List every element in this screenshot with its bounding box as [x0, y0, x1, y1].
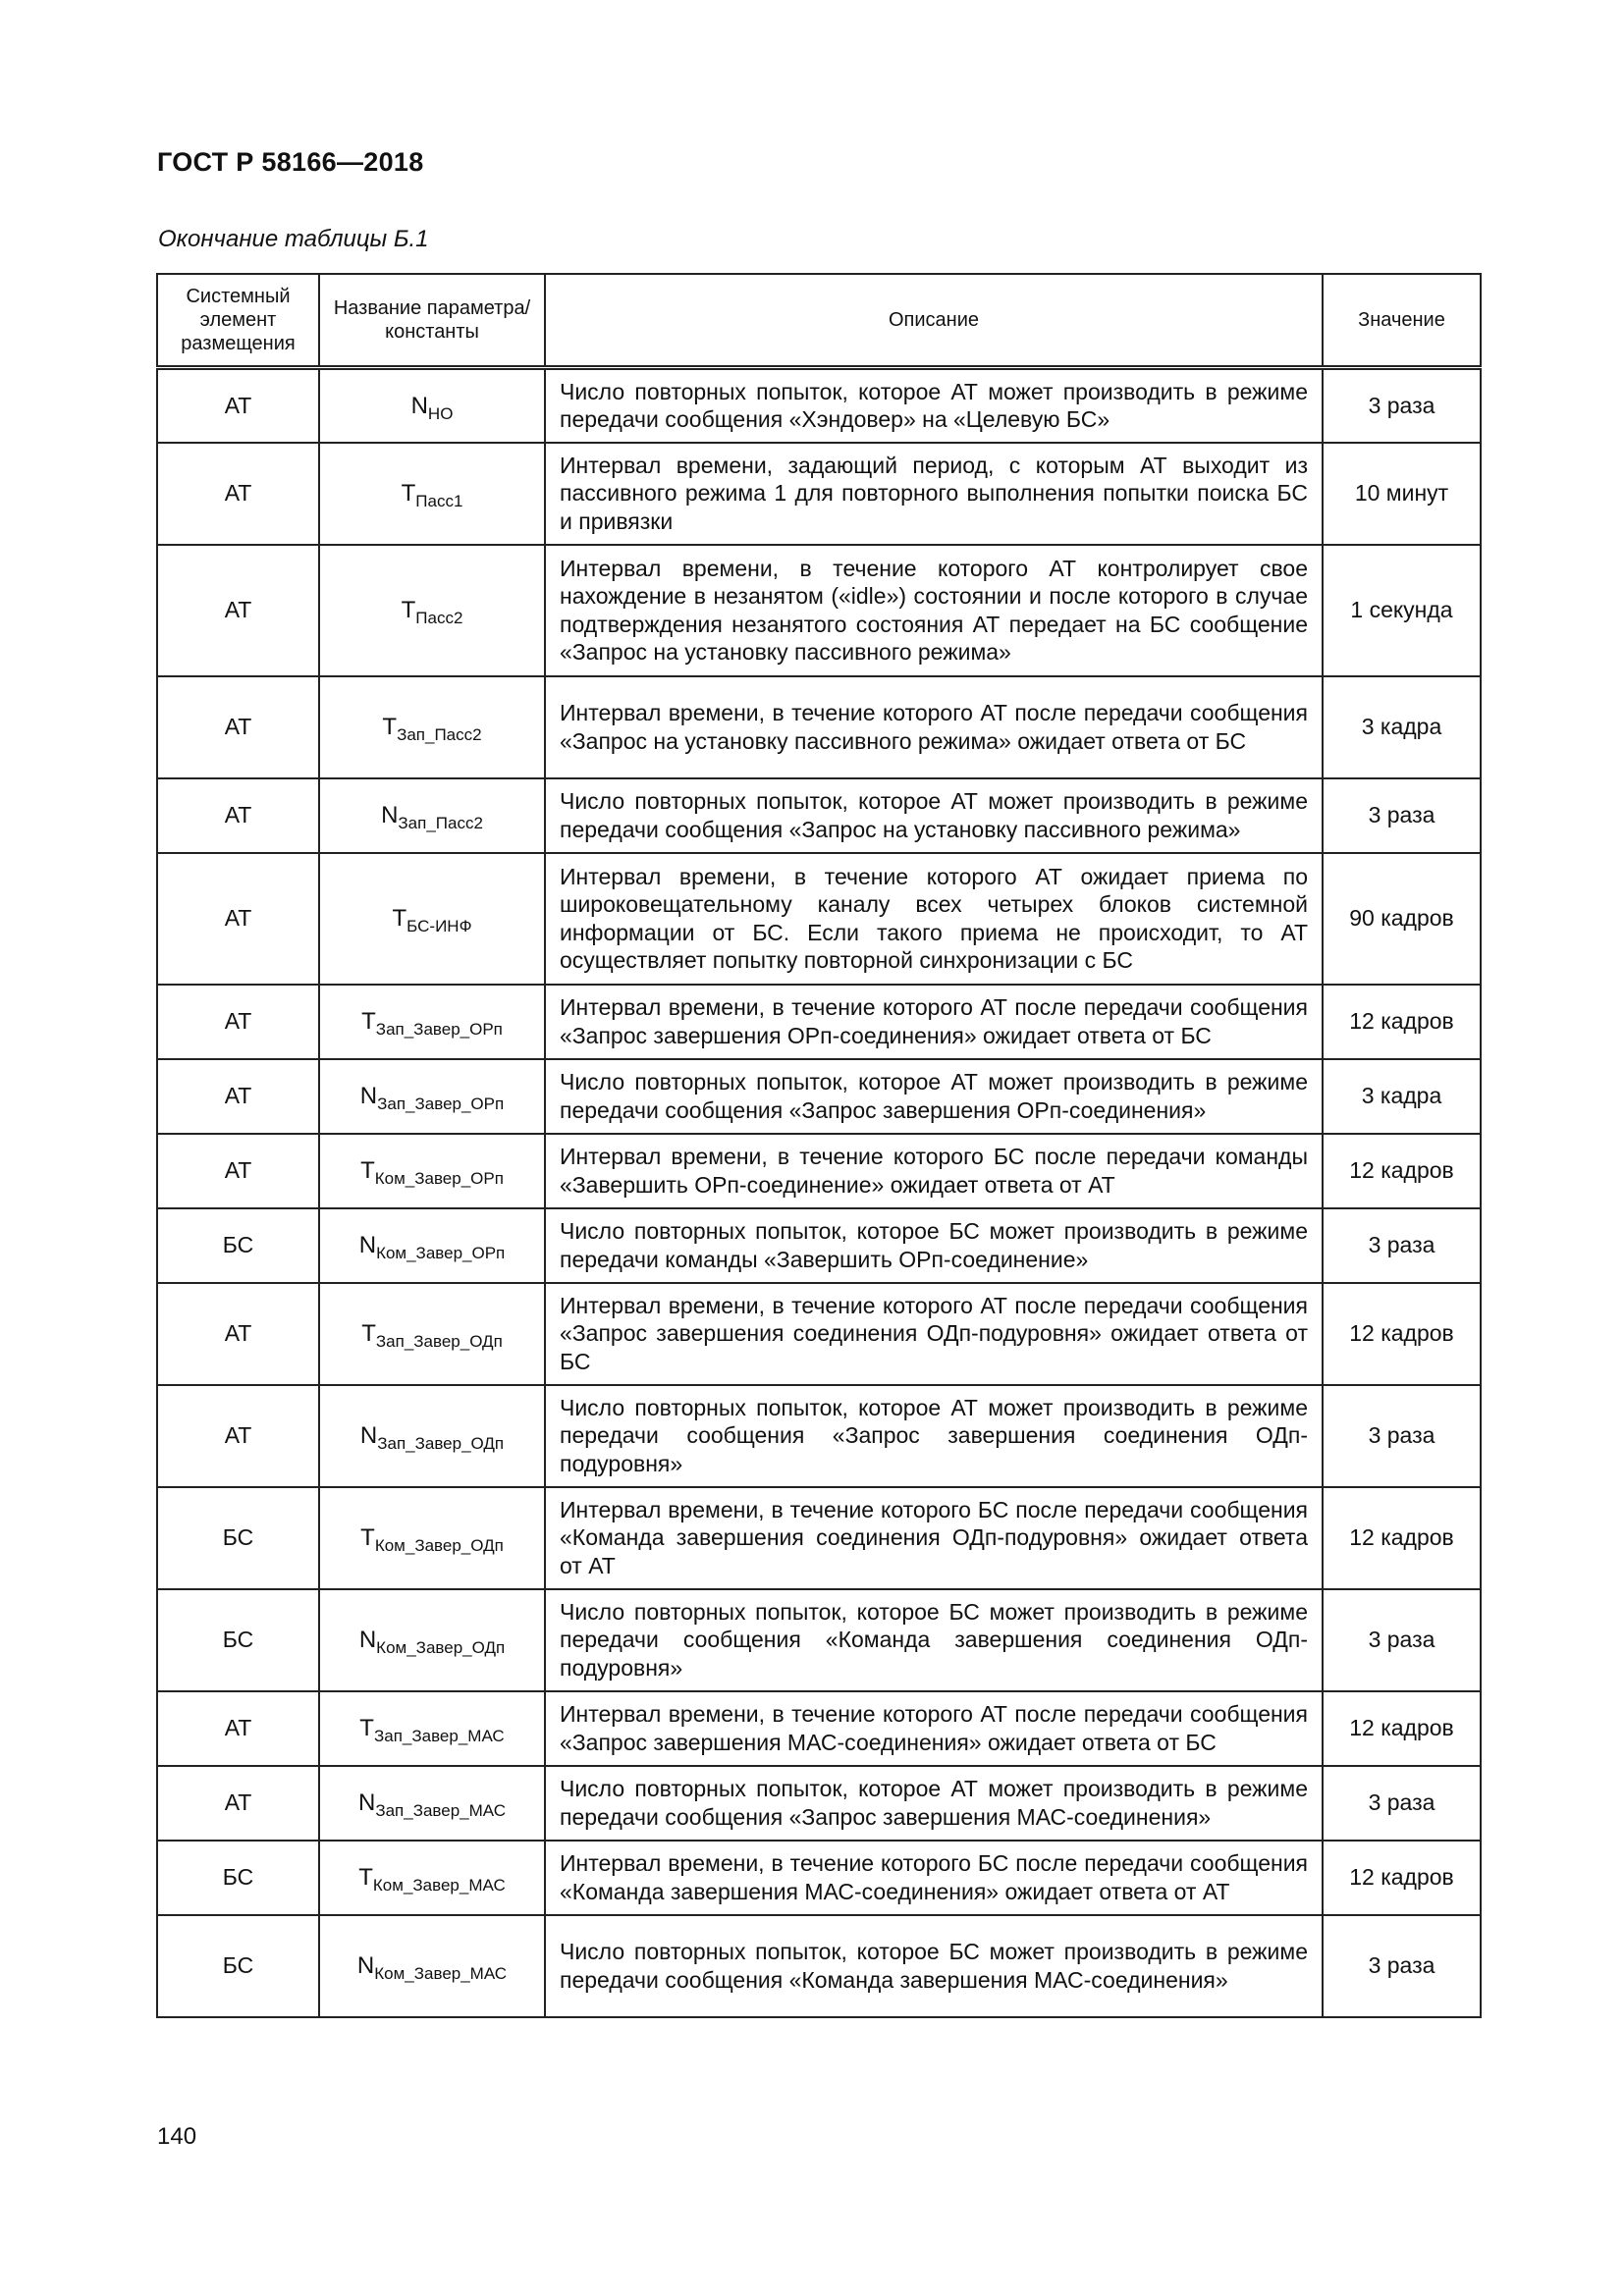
cell-placement: БС [157, 1915, 319, 2017]
table-row [157, 1766, 1481, 1841]
page-number: 140 [157, 2123, 197, 2150]
cell-description: Число повторных попыток, которое АТ может производить в режиме передачи сообщения «Хэндовер» на «Целевую БС» [545, 368, 1323, 443]
cell-description: Число повторных попыток, которое АТ может производить в режиме передачи сообщения «Запрос завершения МАС-соединения» [545, 1766, 1323, 1841]
column-header-value: Значение [1323, 274, 1481, 368]
cell-parameter [319, 368, 545, 443]
parameter-symbol: N [381, 801, 399, 828]
parameter-subscript: Зап_Завер_МАС [373, 1726, 505, 1745]
cell-parameter [319, 1134, 545, 1208]
cell-value: 12 кадров [1323, 1487, 1481, 1589]
parameter-symbol: T [361, 1319, 376, 1347]
table-row [157, 545, 1481, 676]
parameter-symbol: N [356, 1951, 375, 1979]
document-code: ГОСТ Р 58166—2018 [157, 147, 424, 177]
cell-value: 10 минут [1323, 443, 1481, 545]
cell-description: Интервал времени, в течение которого АТ после передачи сообщения «Запрос завершения МАС-соединения» ожидает ответа от БС [545, 1691, 1323, 1766]
cell-placement: АТ [157, 368, 319, 443]
cell-placement: АТ [157, 545, 319, 676]
parameter-symbol: N [358, 1626, 377, 1653]
cell-parameter [319, 1691, 545, 1766]
cell-parameter [319, 778, 545, 853]
cell-value: 3 раза [1323, 1766, 1481, 1841]
cell-parameter [319, 1283, 545, 1385]
cell-parameter [319, 985, 545, 1059]
cell-placement: АТ [157, 1385, 319, 1487]
table-row [157, 1385, 1481, 1487]
parameter-symbol: T [401, 596, 416, 623]
cell-placement: АТ [157, 1283, 319, 1385]
parameter-subscript: Пасс1 [415, 491, 463, 510]
cell-description: Интервал времени, в течение которого БС после передачи сообщения «Команда завершения МАС-соединения» ожидает ответа от АТ [545, 1841, 1323, 1915]
cell-value: 3 раза [1323, 1208, 1481, 1283]
parameter-subscript: Ком_Завер_ОРп [376, 1243, 506, 1262]
table-row [157, 1691, 1481, 1766]
parameter-subscript: Пасс2 [415, 608, 463, 627]
table-row [157, 985, 1481, 1059]
column-header-place: Системный элемент размещения [157, 274, 319, 368]
cell-description: Интервал времени, в течение которого АТ после передачи сообщения «Запрос завершения соединения ОДп-подуровня» ожидает ответа от БС [545, 1283, 1323, 1385]
parameter-subscript: НО [427, 403, 454, 423]
table-row [157, 1208, 1481, 1283]
cell-parameter [319, 853, 545, 985]
table-row [157, 1283, 1481, 1385]
cell-parameter [319, 1841, 545, 1915]
cell-description: Число повторных попыток, которое АТ может производить в режиме передачи сообщения «Запрос завершения ОРп-соединения» [545, 1059, 1323, 1134]
table-row [157, 676, 1481, 778]
cell-description: Интервал времени, задающий период, с которым АТ выходит из пассивного режима 1 для повторного выполнения попытки поиска БС и привязки [545, 443, 1323, 545]
parameter-symbol: T [392, 904, 407, 932]
parameter-subscript: Ком_Завер_ОРп [374, 1168, 504, 1188]
cell-value: 3 раза [1323, 1915, 1481, 2017]
cell-placement: АТ [157, 443, 319, 545]
cell-description: Интервал времени, в течение которого АТ после передачи сообщения «Запрос завершения ОРп-соединения» ожидает ответа от БС [545, 985, 1323, 1059]
column-header-description: Описание [545, 274, 1323, 368]
cell-placement: АТ [157, 676, 319, 778]
cell-parameter [319, 1766, 545, 1841]
parameter-symbol: T [361, 1007, 376, 1035]
cell-description: Интервал времени, в течение которого АТ после передачи сообщения «Запрос на установку пассивного режима» ожидает ответа от БС [545, 676, 1323, 778]
cell-value: 3 раза [1323, 1385, 1481, 1487]
cell-parameter [319, 545, 545, 676]
table-row [157, 1841, 1481, 1915]
table-row [157, 443, 1481, 545]
parameter-subscript: Зап_Завер_ОДп [375, 1331, 503, 1351]
cell-placement: БС [157, 1589, 319, 1691]
cell-value: 12 кадров [1323, 985, 1481, 1059]
table-row [157, 1487, 1481, 1589]
cell-value: 12 кадров [1323, 1134, 1481, 1208]
table-row [157, 1134, 1481, 1208]
cell-parameter [319, 676, 545, 778]
cell-description: Число повторных попыток, которое БС может производить в режиме передачи сообщения «Команда завершения соединения ОДп-подуровня» [545, 1589, 1323, 1691]
cell-placement: АТ [157, 985, 319, 1059]
parameter-subscript: Зап_Пасс2 [398, 813, 483, 832]
parameters-table [156, 273, 1482, 2018]
cell-description: Число повторных попыток, которое АТ может производить в режиме передачи сообщения «Запрос на установку пассивного режима» [545, 778, 1323, 853]
cell-parameter [319, 1589, 545, 1691]
table-header-row [157, 274, 1481, 368]
cell-description: Число повторных попыток, которое АТ может производить в режиме передачи сообщения «Запрос завершения соединения ОДп-подуровня» [545, 1385, 1323, 1487]
cell-description: Интервал времени, в течение которого БС после передачи сообщения «Команда завершения соединения ОДп-подуровня» ожидает ответа от АТ [545, 1487, 1323, 1589]
cell-value: 3 раза [1323, 1589, 1481, 1691]
parameter-symbol: N [359, 1082, 378, 1109]
cell-parameter [319, 443, 545, 545]
parameter-subscript: Зап_Завер_ОДп [377, 1433, 505, 1453]
parameter-subscript: Зап_Пасс2 [397, 724, 482, 744]
parameter-symbol: N [357, 1789, 376, 1816]
cell-value: 12 кадров [1323, 1691, 1481, 1766]
parameter-subscript: БС-ИНФ [406, 916, 472, 935]
cell-value: 3 кадра [1323, 676, 1481, 778]
parameter-symbol: T [359, 1714, 374, 1741]
parameter-symbol: N [358, 1231, 377, 1258]
cell-value: 12 кадров [1323, 1283, 1481, 1385]
table-row [157, 368, 1481, 443]
cell-value: 3 раза [1323, 368, 1481, 443]
cell-description: Интервал времени, в течение которого БС после передачи команды «Завершить ОРп-соединение» ожидает ответа от АТ [545, 1134, 1323, 1208]
cell-value: 90 кадров [1323, 853, 1481, 985]
cell-description: Число повторных попыток, которое БС может производить в режиме передачи команды «Завершить ОРп-соединение» [545, 1208, 1323, 1283]
parameter-symbol: N [410, 392, 428, 419]
cell-description: Число повторных попыток, которое БС может производить в режиме передачи сообщения «Команда завершения МАС-соединения» [545, 1915, 1323, 2017]
parameter-symbol: T [360, 1156, 375, 1184]
parameter-subscript: Ком_Завер_МАС [374, 1963, 508, 1983]
cell-placement: АТ [157, 1766, 319, 1841]
table-caption: Окончание таблицы Б.1 [158, 226, 429, 252]
parameter-subscript: Ком_Завер_ОДп [374, 1535, 504, 1555]
parameter-symbol: T [401, 479, 416, 507]
parameter-symbol: T [382, 713, 398, 740]
parameter-subscript: Зап_Завер_ОРп [377, 1094, 505, 1113]
cell-parameter [319, 1915, 545, 2017]
table-row [157, 1059, 1481, 1134]
cell-placement: БС [157, 1208, 319, 1283]
cell-placement: АТ [157, 1134, 319, 1208]
column-header-parameter: Название параметра/ константы [319, 274, 545, 368]
cell-placement: АТ [157, 1691, 319, 1766]
cell-parameter [319, 1059, 545, 1134]
cell-parameter [319, 1385, 545, 1487]
cell-value: 3 раза [1323, 778, 1481, 853]
cell-value: 1 секунда [1323, 545, 1481, 676]
cell-placement: АТ [157, 853, 319, 985]
cell-description: Интервал времени, в течение которого АТ ожидает приема по широковещательному каналу всех четырех блоков системной информации от БС. Если такого приема не происходит, то АТ осуществляет попытку повторной синхронизации с БС [545, 853, 1323, 985]
cell-value: 3 кадра [1323, 1059, 1481, 1134]
cell-parameter [319, 1487, 545, 1589]
parameter-symbol: T [360, 1523, 375, 1551]
parameter-subscript: Ком_Завер_МАС [372, 1875, 506, 1895]
table-row [157, 1589, 1481, 1691]
cell-placement: АТ [157, 778, 319, 853]
parameter-subscript: Ком_Завер_ОДп [376, 1637, 506, 1657]
parameter-subscript: Зап_Завер_МАС [375, 1800, 507, 1820]
cell-placement: БС [157, 1487, 319, 1589]
cell-description: Интервал времени, в течение которого АТ контролирует свое нахождение в незанятом («idle») состоянии и после которого в случае подтверждения незанятого состояния АТ передает на БС сообщение «Запрос на установку пассивного режима» [545, 545, 1323, 676]
table-row [157, 778, 1481, 853]
parameter-symbol: T [358, 1863, 373, 1891]
cell-placement: АТ [157, 1059, 319, 1134]
cell-parameter [319, 1208, 545, 1283]
parameter-subscript: Зап_Завер_ОРп [375, 1019, 503, 1039]
table-row [157, 853, 1481, 985]
cell-value: 12 кадров [1323, 1841, 1481, 1915]
parameter-symbol: N [359, 1421, 378, 1449]
cell-placement: БС [157, 1841, 319, 1915]
table-row [157, 1915, 1481, 2017]
